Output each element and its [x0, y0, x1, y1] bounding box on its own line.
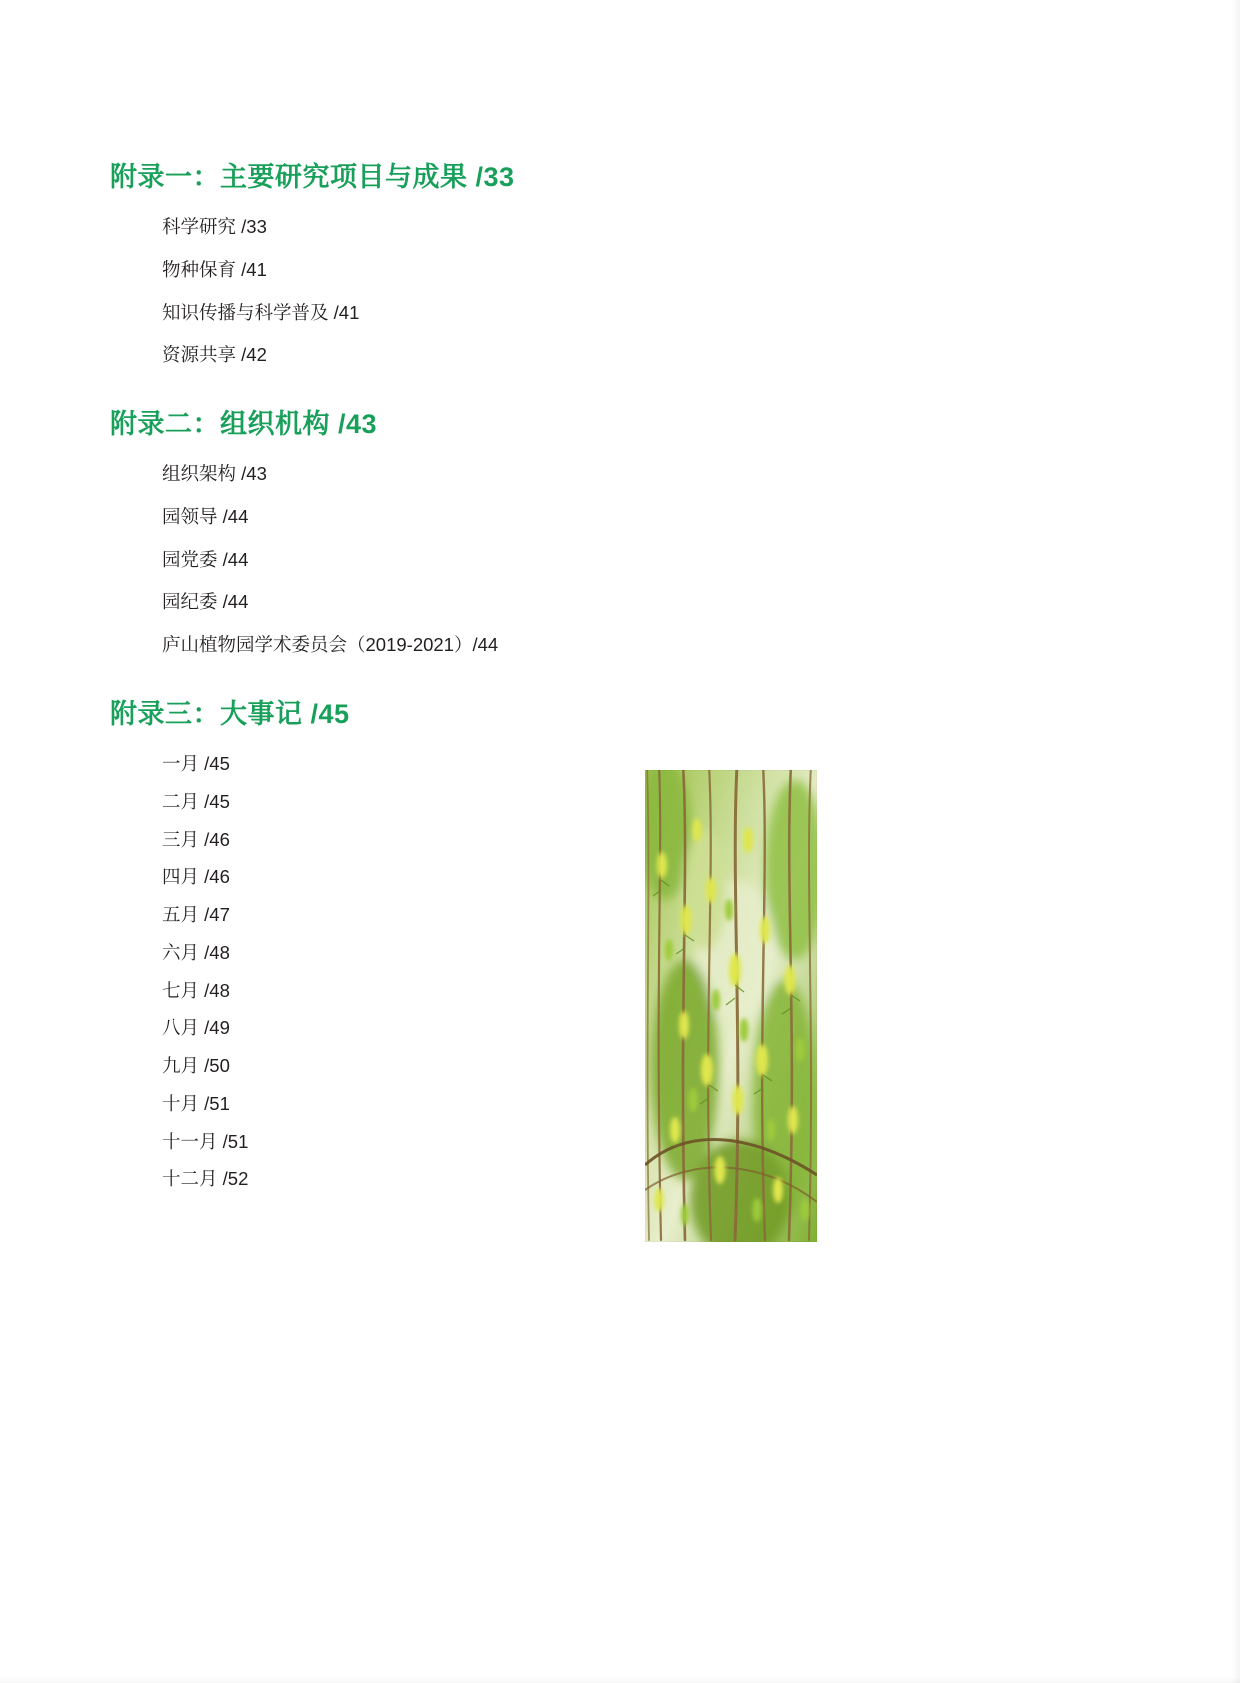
toc-entry[interactable]: 十二月 /52	[162, 1168, 249, 1190]
toc-entry[interactable]: 七月 /48	[162, 979, 230, 1001]
toc-entry[interactable]: 四月 /46	[162, 866, 230, 888]
toc-entry-list-appendix-1	[110, 213, 810, 369]
toc-entry[interactable]: 园领导 /44	[162, 505, 249, 527]
section-title-appendix-1: 附录一：主要研究项目与成果 /33	[110, 162, 515, 192]
willow-branches-photo	[645, 770, 817, 1242]
toc-entry[interactable]: 物种保育 /41	[162, 258, 267, 280]
toc-entry[interactable]: 园党委 /44	[162, 548, 249, 570]
section-title-appendix-2: 附录二：组织机构 /43	[110, 409, 378, 440]
toc-entry[interactable]: 九月 /50	[162, 1055, 230, 1077]
toc-section-appendix-1	[110, 160, 810, 369]
toc-entry[interactable]: 二月 /45	[162, 790, 230, 812]
page-edge-shadow-right	[1232, 0, 1240, 1683]
toc-entry[interactable]: 一月 /45	[162, 753, 230, 775]
toc-entry[interactable]: 八月 /49	[162, 1017, 230, 1039]
section-title-appendix-3: 附录三：大事记 /45	[110, 698, 350, 729]
toc-entry[interactable]: 科学研究 /33	[162, 216, 267, 238]
toc-entry-list-appendix-2	[110, 460, 810, 659]
toc-entry[interactable]: 知识传播与科学普及 /41	[162, 301, 360, 323]
toc-entry[interactable]: 庐山植物园学术委员会（2019-2021）/44	[162, 634, 499, 656]
toc-entry[interactable]: 六月 /48	[162, 941, 230, 963]
toc-entry[interactable]: 资源共享 /42	[162, 344, 267, 366]
toc-entry[interactable]: 十一月 /51	[162, 1130, 249, 1152]
page-edge-shadow-bottom	[0, 1677, 1240, 1683]
toc-entry[interactable]: 十月 /51	[162, 1092, 230, 1114]
toc-entry[interactable]: 三月 /46	[162, 828, 230, 850]
toc-section-appendix-2	[110, 407, 810, 659]
toc-entry[interactable]: 园纪委 /44	[162, 591, 249, 613]
toc-entry[interactable]: 五月 /47	[162, 904, 230, 926]
toc-entry[interactable]: 组织架构 /43	[162, 463, 267, 485]
